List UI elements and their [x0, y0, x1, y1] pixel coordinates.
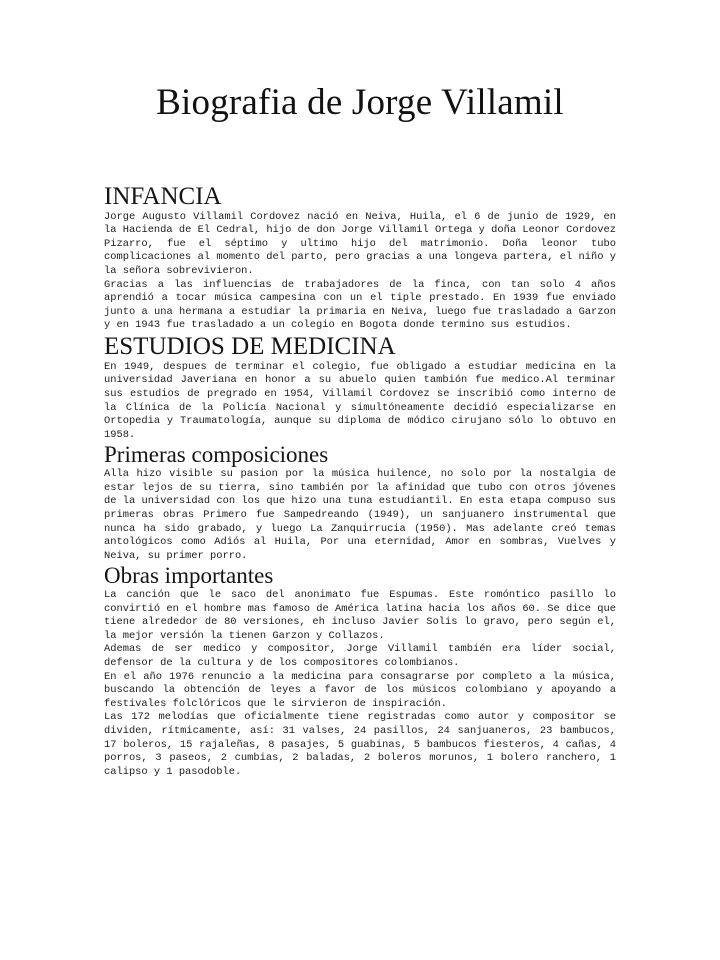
paragraph: En el año 1976 renuncio a la medicina para consagrarse por completo a la música, buscando la obtención de leyes a favor de los músicos colombiano y apoyando a festivales folclóricos que le sirvieron de inspiración. [104, 670, 616, 710]
page-title: Biografia de Jorge Villamil [156, 82, 564, 123]
section-heading-estudios-de-medicina: ESTUDIOS DE MEDICINA [104, 332, 396, 360]
section-heading-primeras-composiciones: Primeras composiciones [104, 442, 329, 468]
section-infancia [104, 183, 616, 333]
paragraph: Jorge Augusto Villamil Cordovez nació en Neiva, Huila, el 6 de junio de 1929, en la Hacienda de El Cedral, hijo de don Jorge Villamil Ortega y doña Leonor Cordovez Pizarro, fue el séptimo y ultimo hijo del matrimonio. Doña leonor tubo complicaciones al momento del parto, pero gracias a una longeva partera, el niño y la señora sobrevivieron. [104, 210, 616, 277]
paragraph: Alla hizo visible su pasion por la música huilence, no solo por la nostalgia de estar lejos de su tierra, sino también por la afinidad que tubo con otros jóvenes de la universidad con los que hizo una tuna estudiantil. En esta etapa compuso sus primeras obras Primero fue Sampedreando (1949), un sanjuanero instrumental que nunca ha sido grabado, y luego La Zanquirrucia (1950). Mas adelante creó temas antológicos como Adiós al Huila, Por una eternidad, Amor en sombras, Vuelves y Neiva, su primer porro. [104, 468, 616, 562]
paragraph: En 1949, despues de terminar el colegio, fue obligado a estudiar medicina en la universidad Javeriana en honor a su abuelo quien tambión fue medico.Al terminar sus estudios de pregrado en 1954, Villamil Cordovez se inscribió como interno de la Clínica de la Policía Nacional y simultóneamente decidió especializarse en Ortopedia y Traumatología, aunque su diploma de módico cirujano sólo lo obtuvo en 1958. [104, 360, 616, 441]
section-estudios-de-medicina [104, 333, 616, 443]
paragraph: Gracias a las influencias de trabajadores de la finca, con tan solo 4 años aprendió a tocar música campesina con un el tiple prestado. En 1939 fue enviado junto a una hermana a estudiar la primaria en Neiva, luego fue trasladado a Garzon y en 1943 fue trasladado a un colegio en Bogota donde termino sus estudios. [104, 278, 616, 332]
document-body [104, 125, 616, 780]
section-heading-infancia: INFANCIA [104, 182, 222, 210]
paragraph: La canción que le saco del anonimato fue Espumas. Este romóntico pasillo lo convirtió en el hombre mas famoso de América latina hacia los años 60. Se dice que tiene alrededor de 80 versiones, eh incluso Javier Solis lo gravo, pero según el, la mejor versión la tienen Garzon y Collazos. [104, 589, 616, 642]
section-primeras-composiciones [104, 442, 616, 563]
section-heading-obras-importantes: Obras importantes [104, 563, 274, 589]
paragraph: Ademas de ser medico y compositor, Jorge Villamil también era líder social, defensor de la cultura y de los compositores colombianos. [104, 643, 616, 670]
section-obras-importantes [104, 563, 616, 779]
paragraph: Las 172 melodías que oficialmente tiene registradas como autor y compositor se dividen, rítmicamente, así: 31 valses, 24 pasillos, 24 sanjuaneros, 23 bambucos, 17 boleros, 15 rajaleñas, 8 pasajes, 5 guabinas, 5 bambucos fiesteros, 4 cañas, 4 porros, 3 paseos, 2 cumbias, 2 baladas, 2 boleros morunos, 1 bolero ranchero, 1 calipso y 1 pasodoble. [104, 711, 616, 778]
